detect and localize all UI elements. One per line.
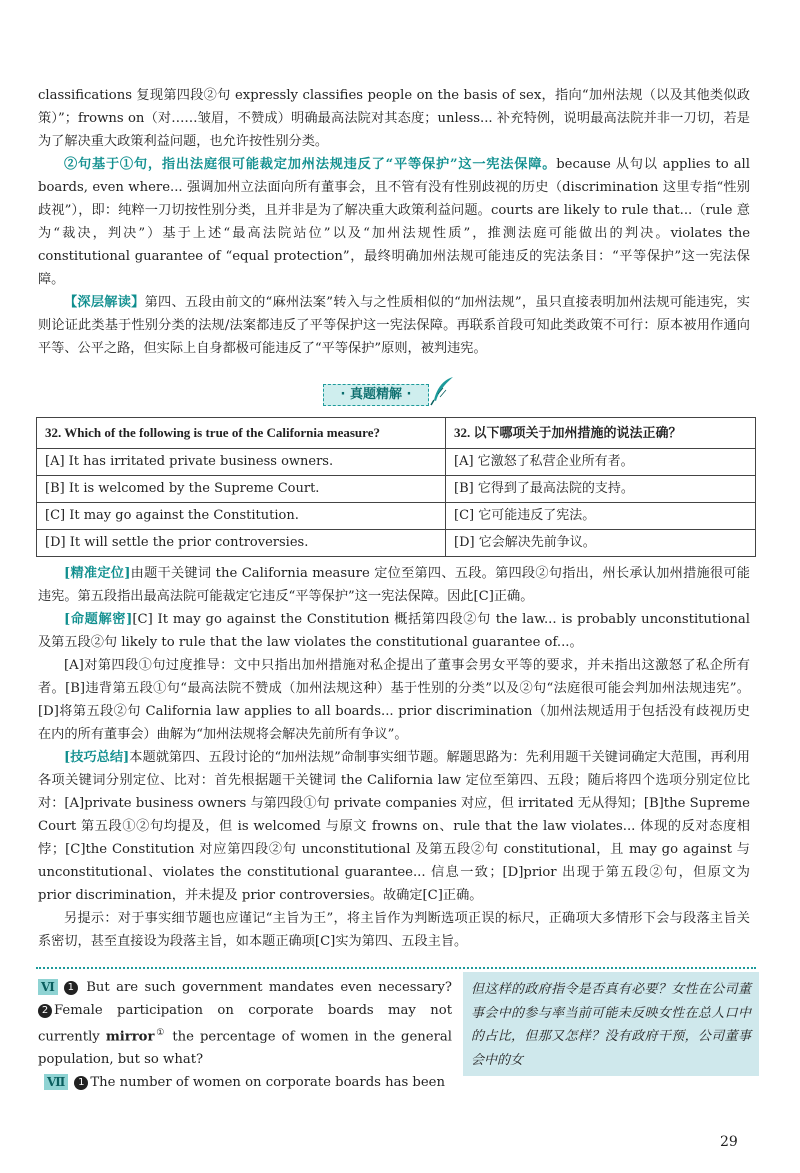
quill-pen-icon (429, 376, 455, 406)
locate-tag: [精准定位] (64, 566, 131, 581)
option-row (37, 476, 756, 503)
deep-reading-paragraph (38, 291, 750, 360)
sentence-text: the percentage of women in the general population, but so what? (38, 1029, 452, 1068)
passage-paragraph-7 (38, 1071, 452, 1094)
skill-tag: [技巧总结] (64, 750, 130, 765)
footnote-marker: ① (154, 1028, 167, 1038)
analysis-section (38, 84, 750, 360)
question-stem-zh: 32. 以下哪项关于加州措施的说法正确？ (446, 418, 756, 449)
paragraph-number-badge: Ⅵ (38, 979, 58, 995)
option-a-en: [A] It has irritated private business owners. (37, 449, 446, 476)
sentence-number-icon: 1 (74, 1076, 88, 1090)
option-row (37, 503, 756, 530)
analysis-heading: ②句基于①句，指出法庭很可能裁定加州法规违反了“平等保护”这一宪法保障。 (64, 157, 557, 172)
option-a-zh: [A] 它激怒了私营企业所有者。 (446, 449, 756, 476)
question-table (36, 417, 756, 557)
question-stem-en: 32. Which of the following is true of the California measure? (37, 418, 446, 449)
deep-reading-tag: 【深层解读】 (64, 295, 145, 310)
option-row (37, 449, 756, 476)
passage-english (38, 976, 452, 1094)
decode-paragraph (38, 608, 750, 654)
analysis-paragraph-1: classifications 复现第四段②句 expressly classifies people on the basis of sex，指向“加州法规（以及其他类似政策）”；frowns on（对……皱眉，不赞成）明确最高法院对其态度；unless... 补充特例，说明最高法院并非一刀切，若是为了解决重大政策利益问题，也允许按性别分类。 (38, 88, 750, 149)
explanation-section (38, 562, 750, 953)
skill-paragraph (38, 746, 750, 907)
analysis-paragraph-2 (38, 153, 750, 291)
option-d-zh: [D] 它会解决先前争议。 (446, 530, 756, 557)
locate-paragraph (38, 562, 750, 608)
sentence-text: But are such government mandates even necessary? (86, 980, 452, 995)
analysis-body: because 从句以 applies to all boards, even where... 强调加州立法面向所有董事会，且不管有没有性别歧视的历史（discrimination 这里专指“性别歧视”），即：纯粹一刀切按性别分类，且并非是为了解决重大政策利益问题。courts are likely to rule that...（rule 意为“裁决，判决”）基于上述“最高法院站位”以及“加州法规性质”，推测法庭可能做出的判决。violates the constitutional guarantee of “equal protection”，最终明确加州法规可能违反的宪法条目：“平等保护”这一宪法保障。 (38, 157, 750, 287)
locate-body: 由题干关键词 the California measure 定位至第四、五段。第四段②句指出，州长承认加州措施很可能违宪。第五段指出最高法院可能裁定它违反“平等保护”这一宪法保障。因此[C]正确。 (38, 566, 750, 604)
sentence-text: Female participation on corporate boards may not currently (38, 1003, 452, 1045)
decode-tag: [命题解密] (64, 612, 133, 627)
option-b-zh: [B] 它得到了最高法院的支持。 (446, 476, 756, 503)
paragraph-number-badge: Ⅶ (44, 1074, 68, 1090)
option-c-zh: [C] 它可能违反了宪法。 (446, 503, 756, 530)
sentence-number-icon: 1 (64, 981, 78, 995)
section-banner (323, 382, 453, 406)
sentence-text: The number of women on corporate boards has been (90, 1075, 445, 1091)
option-row (37, 530, 756, 557)
question-stem-row (37, 418, 756, 449)
page-number: 29 (720, 1134, 738, 1150)
sentence-number-icon: 2 (38, 1004, 52, 1018)
option-b-en: [B] It is welcomed by the Supreme Court. (37, 476, 446, 503)
passage-paragraph-6 (38, 976, 452, 1071)
tip-paragraph: 另提示：对于事实细节题也应谨记“主旨为王”，将主旨作为判断选项正误的标尺，正确项大多情形下会与段落主旨关系密切，甚至直接设为段落主旨，如本题正确项[C]实为第四、五段主旨。 (38, 911, 750, 949)
wrong-options-paragraph: [A]对第四段①句过度推导：文中只指出加州措施对私企提出了董事会男女平等的要求，并未指出这激怒了私企所有者。[B]违背第五段①句“最高法院不赞成（加州法规这种）基于性别的分类”以及②句“法庭很可能会判加州法规违宪”。[D]将第五段②句 California law applies to all boards... prior discrimination（加州法规适用于包括没有歧视历史在内的所有董事会）曲解为“加州法规将会解决先前所有争议”。 (38, 658, 750, 742)
banner-label: · 真题精解 · (323, 384, 429, 406)
section-divider (36, 967, 756, 969)
skill-body: 本题就第四、五段讨论的“加州法规”命制事实细节题。解题思路为：先利用题干关键词确定大范围，再利用各项关键词分别定位、比对：首先根据题干关键词 the California law 定位至第四、五段；随后将四个选项分别定位比对：[A]private business owners 与第四段①句 private companies 对应，但 irritated 无从得知；[B]the Supreme Court 第五段①②句均提及，但 is welcomed 与原文 frowns on、rule that the law violates... 体现的反对态度相悖；[C]the Constitution 对应第四段②句 unconstitutional 及第五段②句 constitutional，且 may go against 与 unconstitutional、violates the constitutional guarantee... 信息一致；[D]prior 出现于第五段②句，但原文为 prior discrimination，并未提及 prior controversies。故确定[C]正确。 (38, 750, 750, 903)
deep-reading-body: 第四、五段由前文的“麻州法案”转入与之性质相似的“加州法规”，虽只直接表明加州法规可能违宪，实则论证此类基于性别分类的法规/法案都违反了平等保护这一宪法保障。再联系首段可知此类政策不可行：原本被用作通向平等、公平之路，但实际上自身都极可能违反了“平等保护”原则，被判违宪。 (38, 295, 750, 356)
option-d-en: [D] It will settle the prior controversies. (37, 530, 446, 557)
translation-box: 但这样的政府指令是否真有必要？女性在公司董事会中的参与率当前可能未反映女性在总人口中的占比，但那又怎样？没有政府干预，公司董事会中的女 (463, 972, 759, 1076)
option-c-en: [C] It may go against the Constitution. (37, 503, 446, 530)
decode-body: [C] It may go against the Constitution 概括第四段②句 the law... is probably unconstitutional 及第五段②句 likely to rule that the law violates the constitutional guarantee of...。 (38, 612, 750, 650)
vocab-keyword: mirror (105, 1029, 155, 1045)
